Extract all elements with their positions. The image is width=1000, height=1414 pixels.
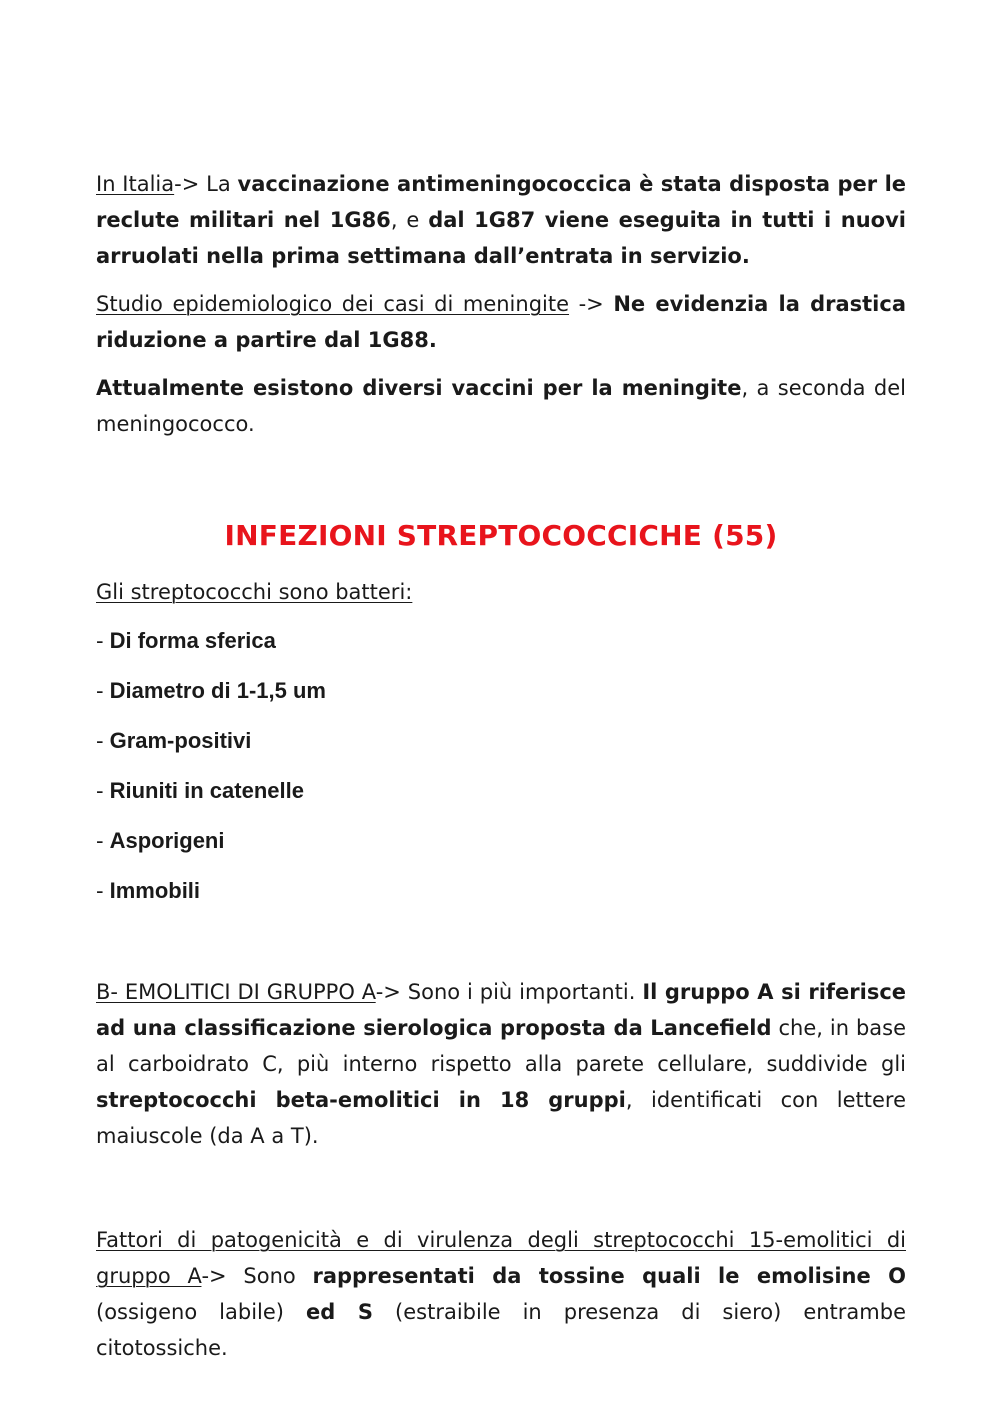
underlined-heading-emolitici: B- EMOLITICI DI GRUPPO A	[96, 980, 376, 1004]
list-item-text: Gram-positivi	[109, 728, 252, 753]
bullet-marker: -	[96, 729, 104, 753]
list-item	[96, 816, 906, 866]
text-segment: (ossigeno labile)	[96, 1300, 306, 1324]
text-segment: -> Sono	[201, 1264, 313, 1288]
paragraph-italia	[96, 166, 906, 274]
section-title: INFEZIONI STREPTOCOCCICHE (55)	[224, 519, 778, 552]
bold-segment: ed S	[306, 1300, 374, 1324]
list-item	[96, 716, 906, 766]
paragraph-fattori	[96, 1222, 906, 1366]
text-segment: (estraibile in presenza di siero) entrambe citotossiche.	[96, 1300, 906, 1360]
paragraph-vaccini	[96, 370, 906, 442]
properties-list	[96, 616, 906, 916]
bullet-marker: -	[96, 629, 104, 653]
underlined-heading-fattori: Fattori di patogenicità e di virulenza degli streptococchi 15-emolitici di gruppo A	[96, 1228, 906, 1288]
list-item	[96, 666, 906, 716]
list-item	[96, 766, 906, 816]
paragraph-emolitici	[96, 974, 906, 1154]
list-item	[96, 616, 906, 666]
bold-segment: streptococchi beta-emolitici in 18 gruppi	[96, 1088, 626, 1112]
text-segment: , identificati con lettere maiuscole (da A a T).	[96, 1088, 907, 1148]
list-item-text: Riuniti in catenelle	[109, 778, 304, 803]
intro-line	[96, 574, 906, 610]
document-page	[96, 166, 906, 1366]
underlined-intro: Gli streptococchi sono batteri:	[96, 580, 413, 604]
text-segment: ->	[569, 292, 614, 316]
bullet-marker: -	[96, 829, 104, 853]
text-segment: , e	[390, 208, 429, 232]
bold-segment: Attualmente esistono diversi vaccini per la meningite	[96, 376, 742, 400]
list-item-text: Di forma sferica	[109, 628, 276, 653]
underlined-heading-studio: Studio epidemiologico dei casi di meningite	[96, 292, 570, 316]
text-segment: -> La	[174, 172, 238, 196]
bold-segment: rappresentati da tossine quali le emolisine O	[312, 1264, 906, 1288]
bold-segment: Ne evidenzia la drastica riduzione a partire dal 1G88.	[96, 292, 906, 352]
list-item	[96, 866, 906, 916]
bold-segment: dal 1G87 viene eseguita in tutti i nuovi arruolati nella prima settimana dall’entrata in servizio.	[96, 208, 906, 268]
bold-segment: vaccinazione antimeningococcica è stata disposta per le reclute militari nel 1G86	[96, 172, 907, 232]
text-segment: -> Sono i più importanti.	[375, 980, 643, 1004]
list-item-text: Asporigeni	[109, 828, 225, 853]
list-item-text: Diametro di 1-1,5 um	[109, 678, 326, 703]
bullet-marker: -	[96, 879, 104, 903]
bullet-marker: -	[96, 679, 104, 703]
text-segment: che, in base al carboidrato C, più interno rispetto alla parete cellulare, suddivide gli	[96, 1016, 906, 1076]
list-item-text: Immobili	[109, 878, 201, 903]
bold-segment: Il gruppo A si riferisce ad una classificazione sierologica proposta da Lancefield	[96, 980, 907, 1040]
bullet-marker: -	[96, 779, 104, 803]
text-segment: , a seconda del meningococco.	[96, 376, 906, 436]
underlined-heading-italia: In Italia	[96, 172, 175, 196]
paragraph-studio	[96, 286, 906, 358]
